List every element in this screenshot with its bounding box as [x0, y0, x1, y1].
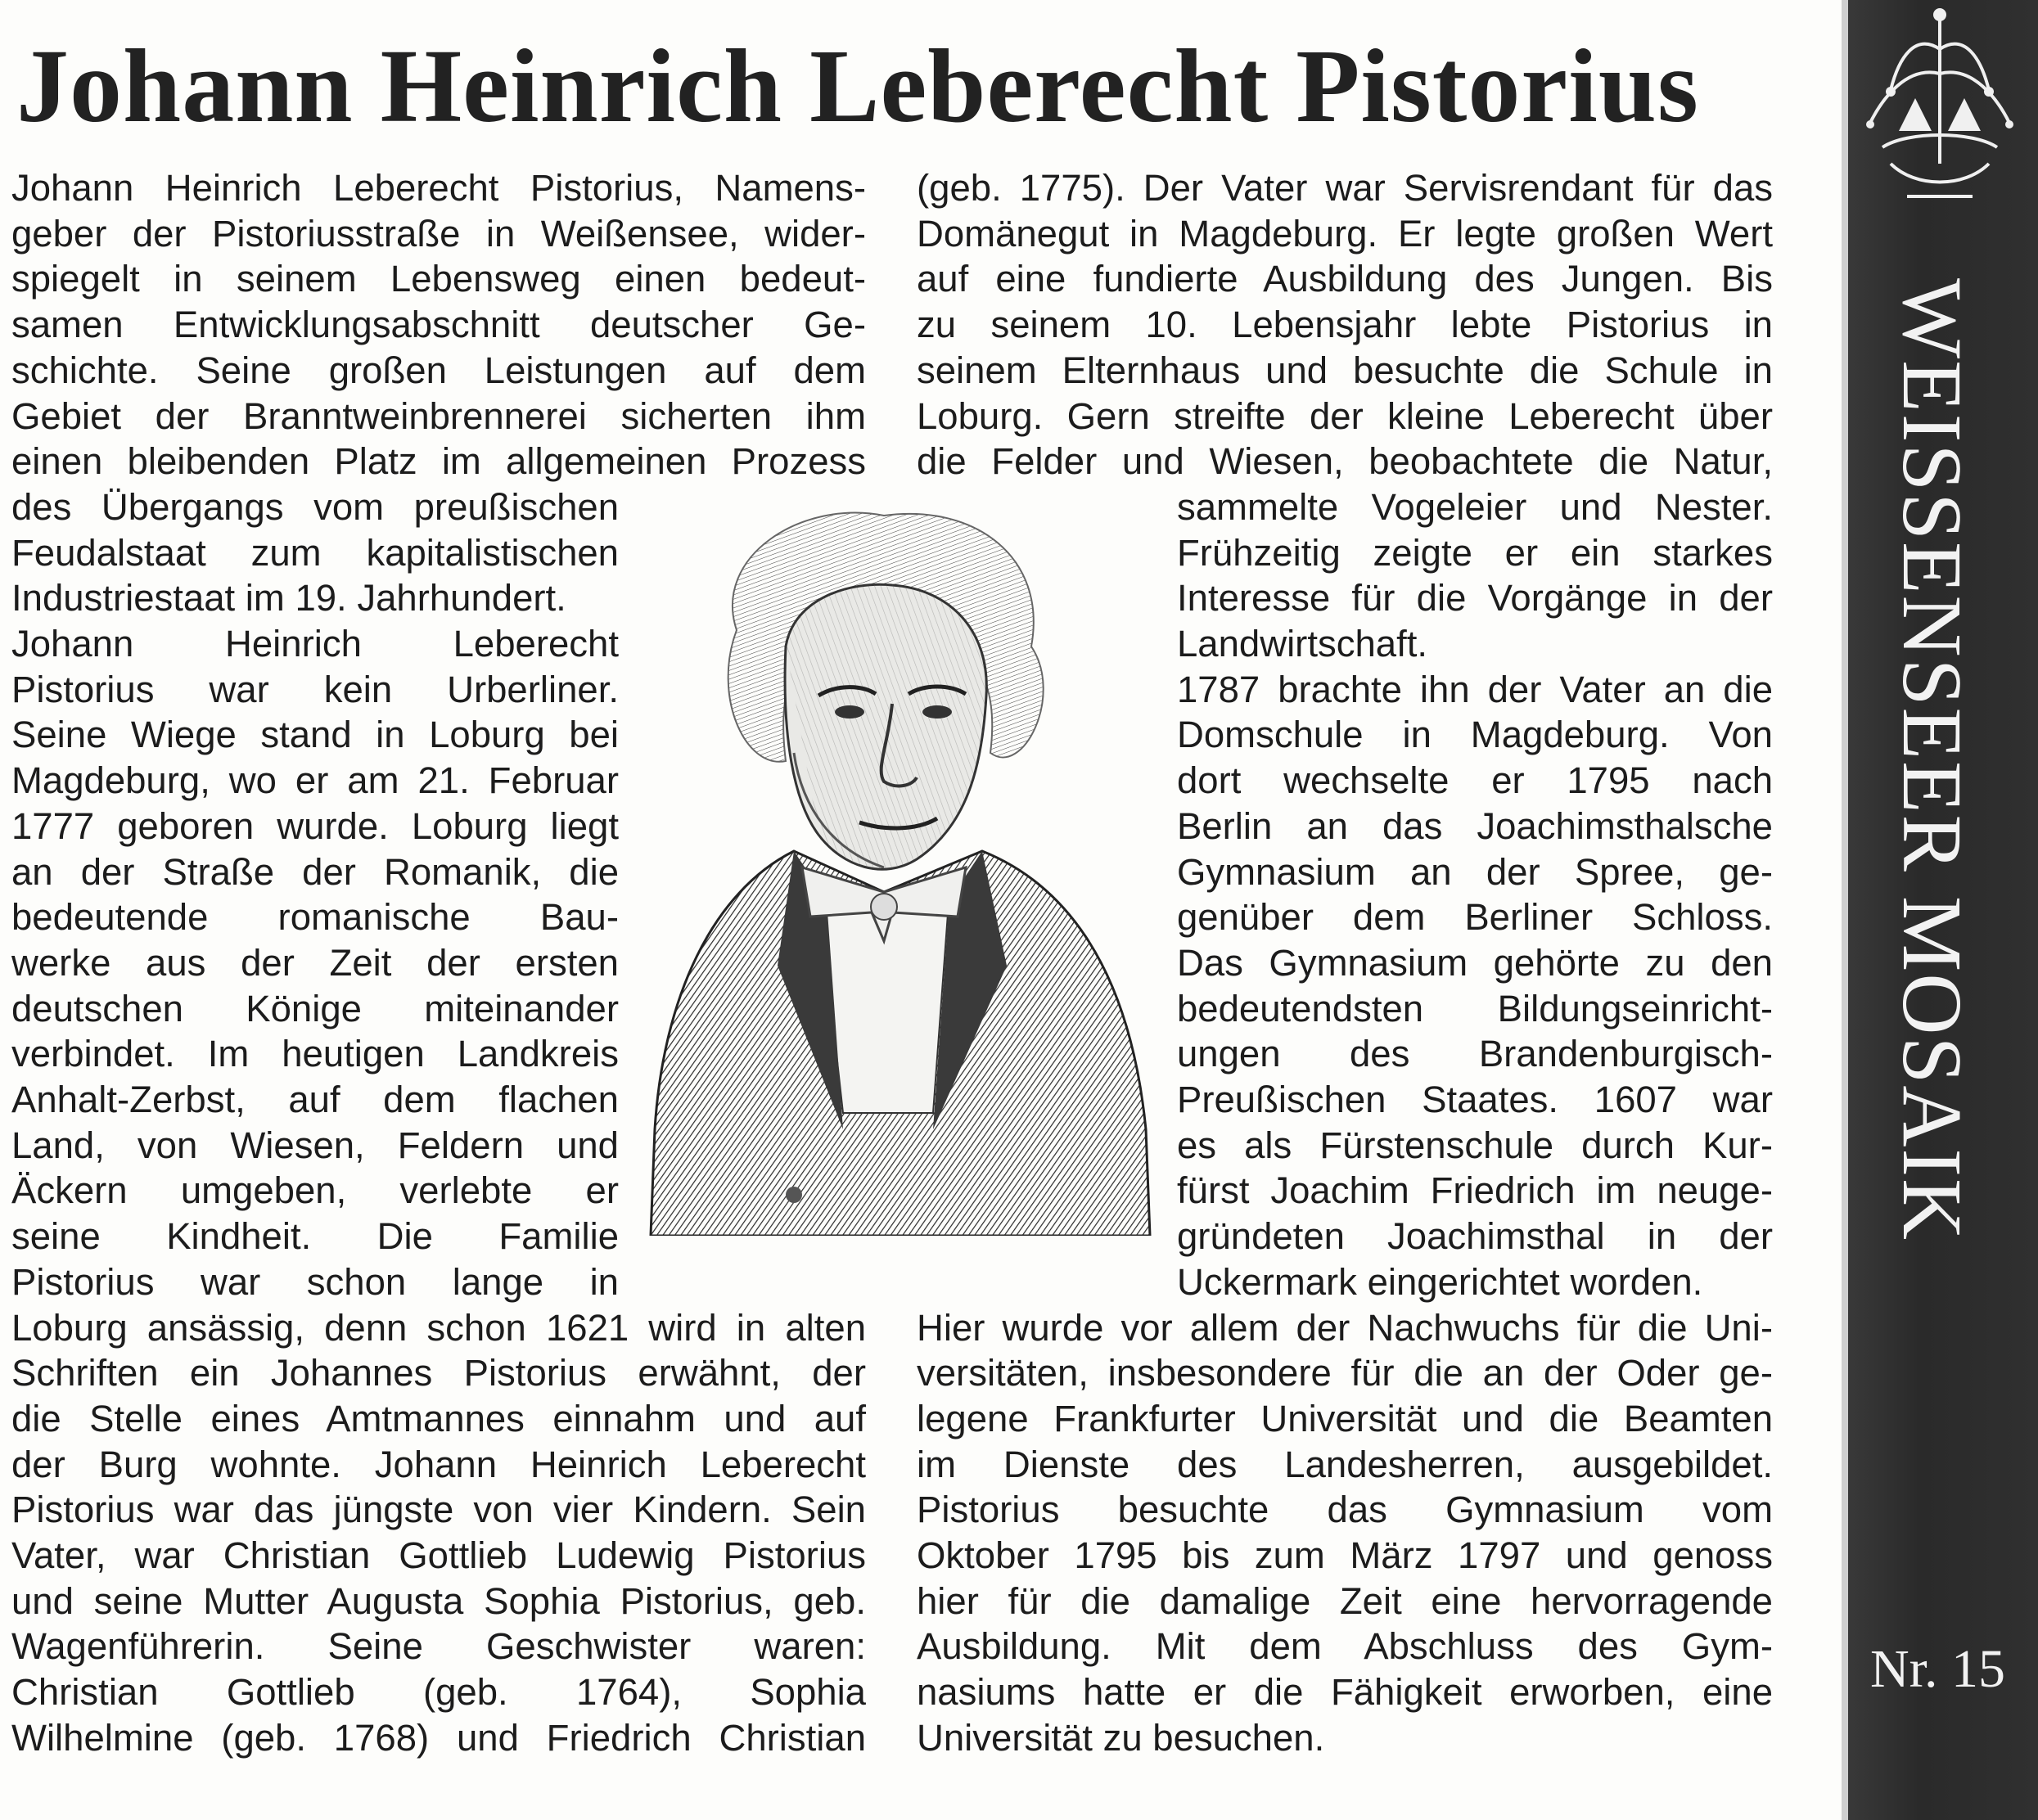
text-line: gründeten Joachimsthal in der: [1177, 1215, 1773, 1258]
text-line: werke aus der Zeit der ersten: [11, 941, 619, 984]
text-line: Uckermark eingerichtet worden.: [1177, 1260, 1703, 1303]
text-line: hier für die damalige Zeit eine hervorragende: [917, 1579, 1773, 1622]
publication-name: WEISSENSEER MOSAIK: [1885, 278, 1979, 1242]
text-line: Gymnasium an der Spree, ge-: [1177, 850, 1773, 893]
text-line: Gebiet der Branntweinbrennerei sicherten ihm: [11, 394, 866, 437]
text-line: Land, von Wiesen, Feldern und: [11, 1124, 619, 1166]
text-line: Johann Heinrich Leberecht Pistorius, Namens-: [11, 167, 866, 209]
text-line: Interesse für die Vorgänge in der: [1177, 577, 1773, 619]
text-line: der Burg wohnte. Johann Heinrich Leberecht: [11, 1443, 866, 1485]
text-line: und seine Mutter Augusta Sophia Pistorius, geb.: [11, 1579, 866, 1622]
text-line: Wilhelmine (geb. 1768) und Friedrich Christian: [11, 1716, 866, 1759]
text-line: Seine Wiege stand in Loburg bei: [11, 714, 619, 756]
text-line: Anhalt-Zerbst, auf dem flachen: [11, 1079, 619, 1120]
text-line: Berlin an das Joachimsthalsche: [1177, 804, 1773, 847]
text-line: samen Entwicklungsabschnitt deutscher Ge-: [11, 304, 866, 346]
text-line: (geb. 1775). Der Vater war Servisrendant für das: [917, 167, 1773, 209]
text-line: Pistorius besuchte das Gymnasium vom: [917, 1489, 1773, 1531]
text-line: zu seinem 10. Lebensjahr lebte Pistorius in: [917, 304, 1773, 346]
text-line: Domschule in Magdeburg. Von: [1177, 714, 1773, 756]
article-title: Johann Heinrich Leberecht Pistorius: [16, 28, 1699, 144]
text-line: deutschen Könige miteinander: [11, 987, 619, 1029]
portrait-engraving: [638, 507, 1162, 1236]
text-line: bedeutendsten Bildungseinricht-: [1177, 987, 1773, 1029]
text-line: Pistorius war kein Urberliner.: [11, 668, 619, 710]
text-line: Domänegut in Magdeburg. Er legte großen Wert: [917, 212, 1773, 255]
text-line: Feudalstaat zum kapitalistischen: [11, 531, 619, 574]
text-line: bedeutende romanische Bau-: [11, 896, 619, 939]
text-line: dort wechselte er 1795 nach: [1177, 759, 1773, 802]
text-line: Christian Gottlieb (geb. 1764), Sophia: [11, 1671, 866, 1714]
text-line: Industriestaat im 19. Jahrhundert.: [11, 577, 566, 619]
text-line: Hier wurde vor allem der Nachwuchs für die Uni-: [917, 1306, 1773, 1349]
text-line: Pistorius war das jüngste von vier Kindern. Sein: [11, 1489, 866, 1531]
text-line: 1777 geboren wurde. Loburg liegt: [11, 804, 619, 847]
text-line: auf eine fundierte Ausbildung des Jungen. Bis: [917, 258, 1773, 300]
text-line: des Übergangs vom preußischen: [11, 485, 619, 528]
text-line: ungen des Brandenburgisch-: [1177, 1033, 1773, 1075]
text-line: geber der Pistoriusstraße in Weißensee, wider-: [11, 212, 866, 255]
text-line: Das Gymnasium gehörte zu den: [1177, 941, 1773, 984]
text-line: Loburg ansässig, denn schon 1621 wird in alten: [11, 1306, 866, 1349]
fountain-ornament-icon: [1858, 0, 2022, 221]
text-line: Pistorius war schon lange in: [11, 1260, 619, 1303]
text-line: Magdeburg, wo er am 21. Februar: [11, 759, 619, 802]
text-line: Universität zu besuchen.: [917, 1716, 1325, 1759]
text-line: 1787 brachte ihn der Vater an die: [1177, 668, 1773, 710]
text-line: im Dienste des Landesherren, ausgebildet.: [917, 1443, 1773, 1485]
text-line: genüber dem Berliner Schloss.: [1177, 896, 1773, 939]
text-line: an der Straße der Romanik, die: [11, 850, 619, 893]
text-line: einen bleibenden Platz im allgemeinen Prozess: [11, 440, 866, 483]
text-line: sammelte Vogeleier und Nester.: [1177, 485, 1773, 528]
text-line: seine Kindheit. Die Familie: [11, 1215, 619, 1258]
text-line: verbindet. Im heutigen Landkreis: [11, 1033, 619, 1075]
text-line: die Stelle eines Amtmannes einnahm und auf: [11, 1397, 866, 1439]
text-line: Äckern umgeben, verlebte er: [11, 1169, 619, 1212]
text-line: versitäten, insbesondere für die an der Oder ge-: [917, 1352, 1773, 1394]
text-line: Vater, war Christian Gottlieb Ludewig Pistorius: [11, 1534, 866, 1576]
text-line: fürst Joachim Friedrich im neuge-: [1177, 1169, 1773, 1212]
text-line: Schriften ein Johannes Pistorius erwähnt, der: [11, 1352, 866, 1394]
text-line: seinem Elternhaus und besuchte die Schule in: [917, 349, 1773, 391]
sidebar-border: [1842, 0, 1848, 1820]
text-line: Preußischen Staates. 1607 war: [1177, 1079, 1773, 1120]
text-line: spiegelt in seinem Lebensweg einen bedeut-: [11, 258, 866, 300]
text-line: legene Frankfurter Universität und die Beamten: [917, 1397, 1773, 1439]
text-line: Frühzeitig zeigte er ein starkes: [1177, 531, 1773, 574]
text-line: Loburg. Gern streifte der kleine Leberecht über: [917, 394, 1773, 437]
text-line: nasiums hatte er die Fähigkeit erworben, eine: [917, 1671, 1773, 1714]
text-line: die Felder und Wiesen, beobachtete die Natur,: [917, 440, 1773, 483]
text-line: schichte. Seine großen Leistungen auf dem: [11, 349, 866, 391]
text-line: Oktober 1795 bis zum März 1797 und genoss: [917, 1534, 1773, 1576]
text-line: Wagenführerin. Seine Geschwister waren:: [11, 1625, 866, 1668]
text-line: Landwirtschaft.: [1177, 623, 1428, 664]
text-line: Johann Heinrich Leberecht: [11, 623, 619, 664]
text-line: Ausbildung. Mit dem Abschluss des Gym-: [917, 1625, 1773, 1668]
text-line: es als Fürstenschule durch Kur-: [1177, 1124, 1773, 1166]
issue-number: Nr. 15: [1870, 1639, 2005, 1699]
